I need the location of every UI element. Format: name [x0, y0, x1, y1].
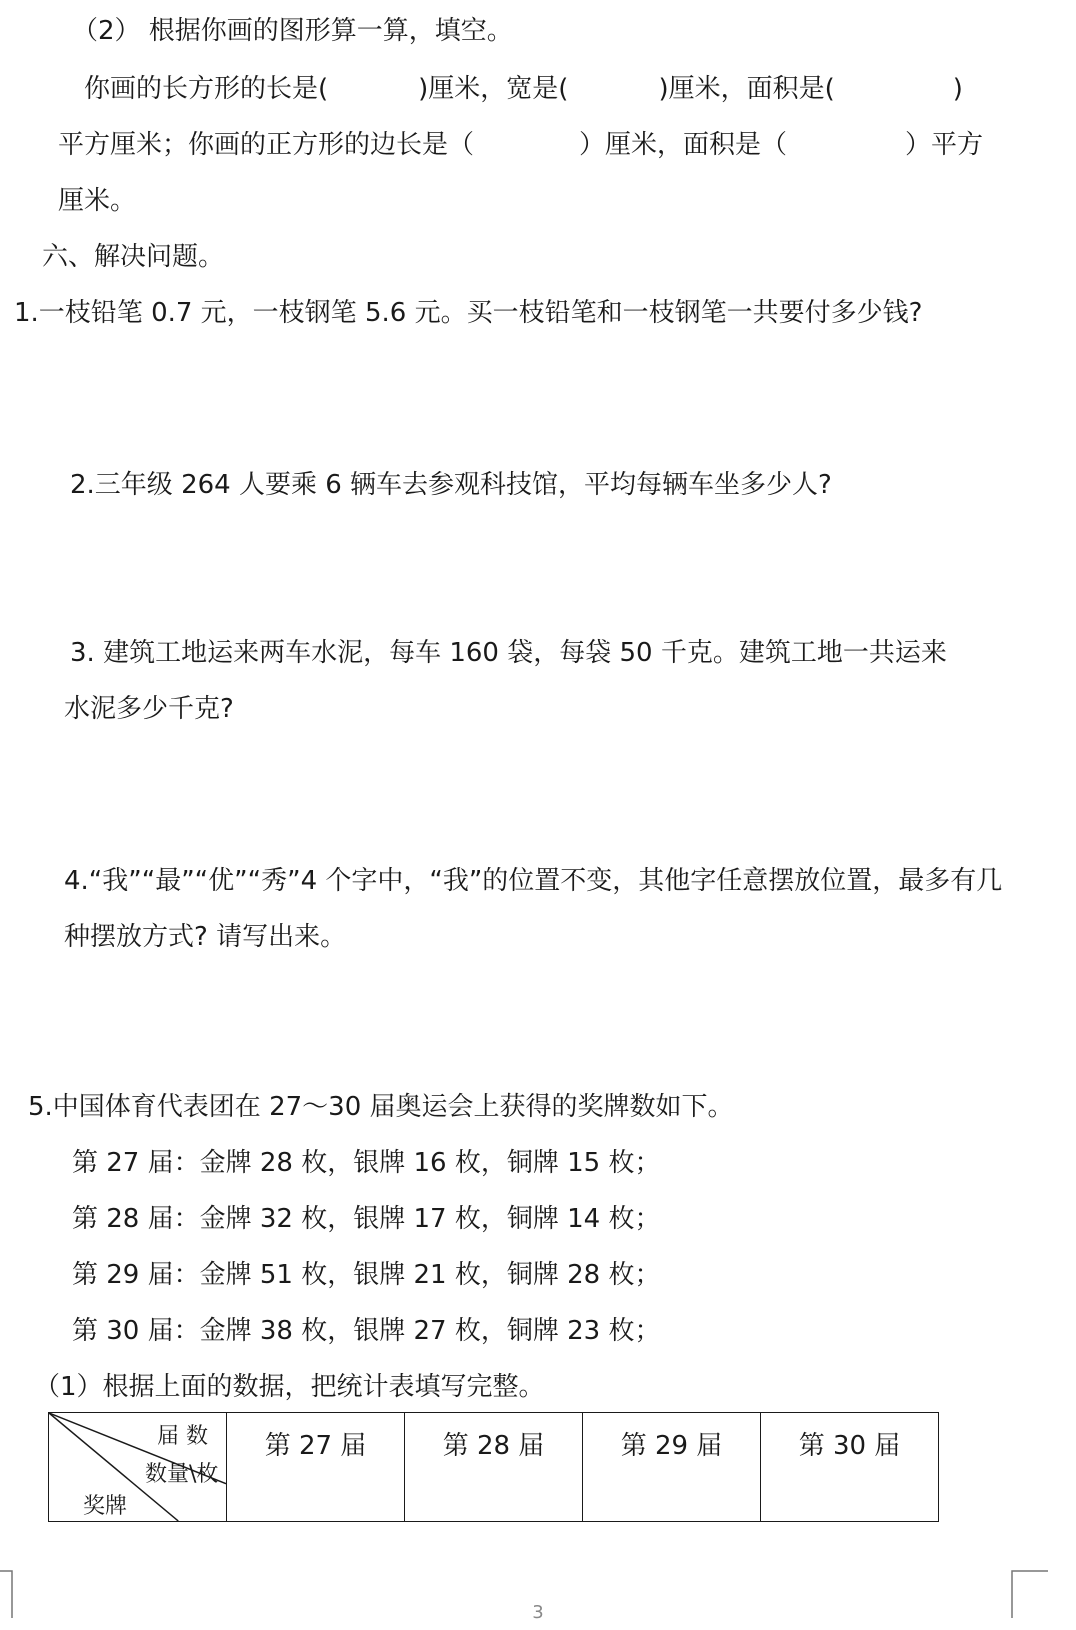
- fill-text: 你画的长方形的长是(: [84, 74, 329, 104]
- fill-text: )厘米，宽是(: [418, 74, 569, 104]
- problem-5: 5.中国体育代表团在 27～30 届奥运会上获得的奖牌数如下。: [28, 1092, 734, 1122]
- fill-text: ）厘米，面积是（: [579, 130, 788, 160]
- medal-line-28: 第 28 届：金牌 32 枚，银牌 17 枚，铜牌 14 枚；: [72, 1204, 661, 1234]
- fill-line-2: [58, 128, 983, 162]
- diag-label-quantity: 数量\枚: [145, 1462, 219, 1487]
- column-header-27[interactable]: 第 27 届: [227, 1413, 405, 1522]
- column-header-29[interactable]: 第 29 届: [583, 1413, 761, 1522]
- problem-3-cont: 水泥多少千克?: [64, 694, 234, 724]
- medal-line-30: 第 30 届：金牌 38 枚，银牌 27 枚，铜牌 23 枚；: [72, 1316, 661, 1346]
- fill-line-1: [84, 72, 1024, 106]
- problem-1: 1.一枝铅笔 0.7 元，一枝钢笔 5.6 元。买一枝铅笔和一枝钢笔一共要付多少钱?: [14, 298, 923, 328]
- column-header-30[interactable]: 第 30 届: [761, 1413, 939, 1522]
- section-title: 六、解决问题。: [42, 242, 225, 272]
- table-row: [49, 1413, 939, 1522]
- diag-label-medal: 奖牌: [83, 1494, 128, 1519]
- part2-heading: （2） 根据你画的图形算一算，填空。: [72, 16, 513, 46]
- medal-line-27: 第 27 届：金牌 28 枚，银牌 16 枚，铜牌 15 枚；: [72, 1148, 661, 1178]
- problem-4-cont: 种摆放方式? 请写出来。: [64, 922, 347, 952]
- problem-3: 3. 建筑工地运来两车水泥，每车 160 袋，每袋 50 千克。建筑工地一共运来: [70, 638, 947, 668]
- fill-text: ): [952, 74, 963, 104]
- medal-stats-table: [48, 1412, 939, 1522]
- problem-2: 2.三年级 264 人要乘 6 辆车去参观科技馆，平均每辆车坐多少人?: [70, 470, 832, 500]
- fill-line-3: 厘米。: [58, 186, 137, 216]
- problem-4: 4.“我”“最”“优”“秀”4 个字中，“我”的位置不变，其他字任意摆放位置，最多有几: [64, 866, 1003, 896]
- page-number: 3: [532, 1602, 544, 1623]
- fill-text: )厘米，面积是(: [658, 74, 835, 104]
- diagonal-header-cell: [49, 1413, 227, 1522]
- medal-line-29: 第 29 届：金牌 51 枚，银牌 21 枚，铜牌 28 枚；: [72, 1260, 661, 1290]
- subquestion-1: （1）根据上面的数据，把统计表填写完整。: [34, 1372, 545, 1402]
- diag-label-session: 届 数: [157, 1424, 208, 1449]
- column-header-28[interactable]: 第 28 届: [405, 1413, 583, 1522]
- fill-text: ）平方: [905, 130, 984, 160]
- fill-text: 平方厘米；你画的正方形的边长是（: [58, 130, 475, 160]
